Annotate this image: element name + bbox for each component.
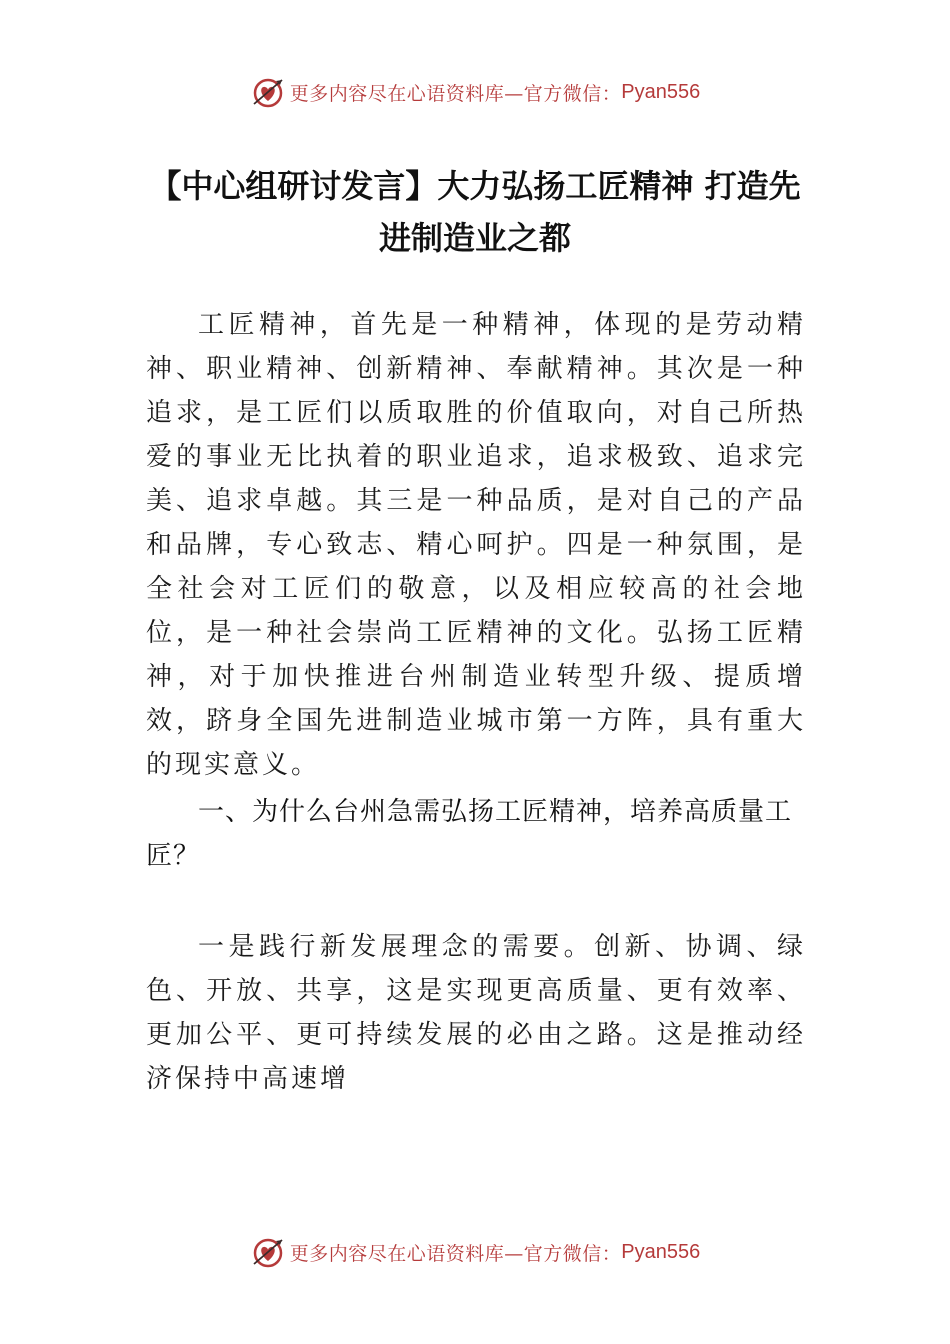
footer-banner bbox=[0, 1232, 950, 1272]
heart-arrow-logo-icon bbox=[250, 74, 286, 110]
heart-arrow-logo-icon bbox=[250, 1234, 286, 1270]
banner-text: 更多内容尽在心语资料库—官方微信： bbox=[289, 82, 622, 105]
banner-wechat-id: Pyan556 bbox=[621, 80, 701, 103]
document-title: 【中心组研讨发言】大力弘扬工匠精神 打造先进制造业之都 bbox=[149, 167, 801, 257]
section-heading: 一、为什么台州急需弘扬工匠精神，培养高质量工匠？ bbox=[146, 797, 793, 871]
header-banner bbox=[0, 72, 950, 112]
paragraph-intro: 工匠精神，首先是一种精神，体现的是劳动精神、职业精神、创新精神、奉献精神。其次是一种追求，是工匠们以质取胜的价值取向，对自己所热爱的事业无比执着的职业追求，追求极致、追求完美、追求卓越。其三是一种品质，是对自己的产品和品牌，专心致志、精心呵护。四是一种氛围，是全社会对工匠们的敬意，以及相应较高的社会地位，是一种社会崇尚工匠精神的文化。弘扬工匠精神，对于加快推进台州制造业转型升级、提质增效，跻身全国先进制造业城市第一方阵，具有重大的现实意义。 bbox=[146, 310, 806, 780]
paragraph-section-1: 一是践行新发展理念的需要。创新、协调、绿色、开放、共享，这是实现更高质量、更有效率、更加公平、更可持续发展的必由之路。这是推动经济保持中高速增 bbox=[146, 932, 806, 1094]
banner-wechat-id: Pyan556 bbox=[621, 1240, 701, 1263]
banner-text: 更多内容尽在心语资料库—官方微信： bbox=[289, 1242, 622, 1265]
